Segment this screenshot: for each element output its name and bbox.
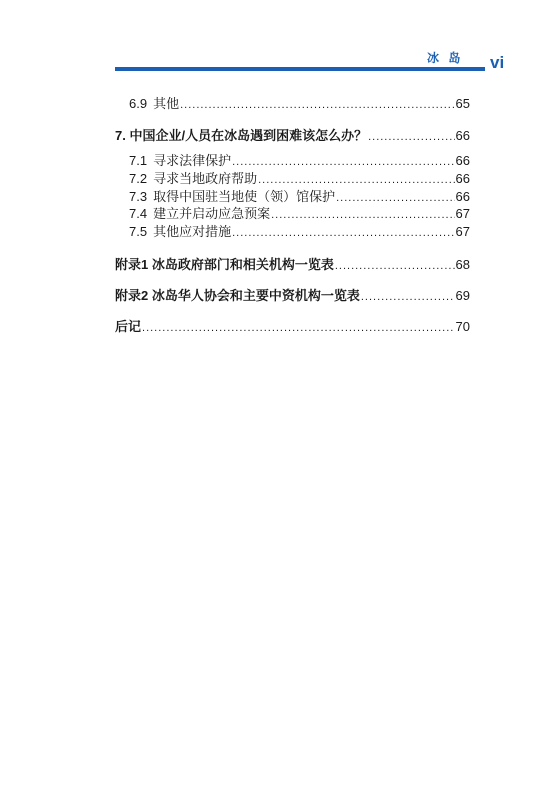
toc-dot-leader — [336, 190, 454, 206]
toc-entry-number: 7.2 — [129, 171, 148, 186]
toc-entry-7-4[interactable] — [129, 206, 470, 222]
toc-entry-page: 68 — [455, 257, 470, 272]
toc-entry-7-3[interactable] — [129, 189, 470, 205]
toc-dot-leader — [361, 289, 455, 305]
toc-entry-7-1[interactable] — [129, 153, 470, 169]
toc-entry-7-2[interactable] — [129, 171, 470, 187]
toc-dot-leader — [335, 258, 455, 274]
toc-dot-leader — [258, 172, 454, 188]
toc-entry-number: 7.4 — [129, 206, 148, 221]
running-title: 冰 岛 — [427, 51, 464, 65]
toc-entry-label: 附录1 冰岛政府部门和相关机构一览表 — [115, 257, 334, 272]
toc-entry-label: 其他 — [153, 96, 180, 111]
toc-dot-leader — [142, 320, 455, 336]
toc-entry-label: 建立并启动应急预案 — [153, 206, 271, 221]
toc-entry-7-5[interactable] — [129, 224, 470, 240]
toc-entry-number: 6.9 — [129, 96, 148, 111]
toc-entry-appendix-2[interactable] — [115, 288, 470, 304]
toc-entry-appendix-1[interactable] — [115, 257, 470, 273]
toc-entry-label: 寻求法律保护 — [153, 153, 232, 168]
toc-entry-chapter-7[interactable] — [115, 128, 470, 144]
toc-dot-leader — [368, 129, 454, 145]
toc-entry-label: 其他应对措施 — [153, 224, 232, 239]
toc-entry-label: 7. 中国企业/人员在冰岛遇到困难该怎么办？ — [115, 128, 368, 143]
toc-entry-number: 7.1 — [129, 153, 148, 168]
toc-entry-number: 7.5 — [129, 224, 148, 239]
toc-entry-page: 66 — [455, 189, 470, 204]
toc-entry-page: 66 — [455, 171, 470, 186]
toc-entry-6-9[interactable] — [129, 96, 470, 112]
toc-entry-page: 67 — [455, 224, 470, 239]
toc-entry-page: 70 — [455, 319, 470, 334]
toc-entry-page: 67 — [455, 206, 470, 221]
header-rule — [115, 67, 485, 71]
toc-entry-label: 寻求当地政府帮助 — [153, 171, 258, 186]
page-header — [0, 0, 559, 80]
toc-entry-number: 7.3 — [129, 189, 148, 204]
toc-entry-page: 65 — [455, 96, 470, 111]
toc-entry-page: 69 — [455, 288, 470, 303]
toc-entry-label: 后记 — [115, 319, 142, 334]
toc-entry-page: 66 — [455, 128, 470, 143]
toc-entry-label: 附录2 冰岛华人协会和主要中资机构一览表 — [115, 288, 360, 303]
toc-entry-afterword[interactable] — [115, 319, 470, 335]
toc-dot-leader — [232, 154, 454, 170]
page-number: vi — [490, 53, 505, 72]
toc-dot-leader — [180, 97, 454, 113]
toc-entry-label: 取得中国驻当地使（领）馆保护 — [153, 189, 336, 204]
toc-dot-leader — [271, 207, 454, 223]
toc-dot-leader — [232, 225, 454, 241]
toc-entry-page: 66 — [455, 153, 470, 168]
